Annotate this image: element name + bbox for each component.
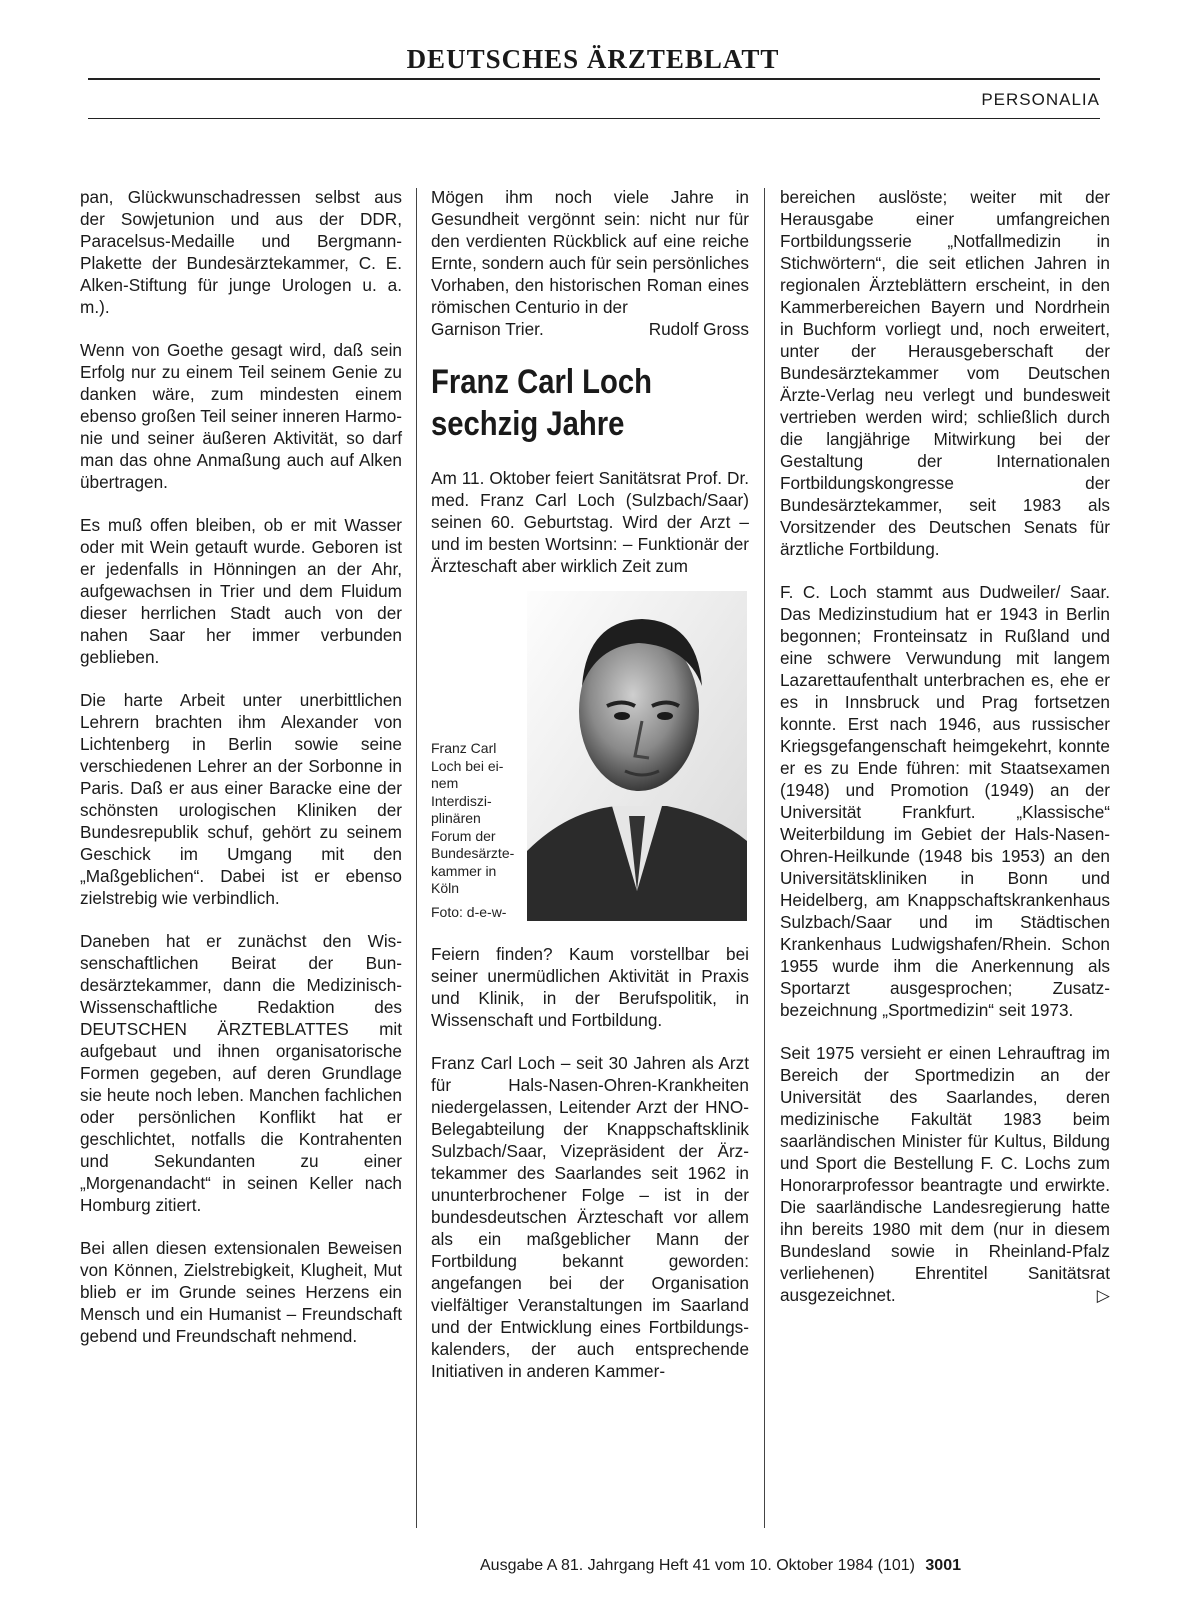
signature-line (431, 318, 749, 340)
photo-credit: Foto: d-e-w- (431, 903, 507, 920)
author-signature: Rudolf Gross (648, 319, 749, 339)
article-headline (431, 361, 704, 445)
paragraph-text: Seit 1975 versieht er einen Lehrauftrag im Bereich der Sportmedizin an der Universität des Saarlandes, deren medizinische Fakultät 1983 beim saarländischen Minister für Kultus, Bildung und Sport die Bestellung F. C. Lochs zum Honorarprofessor beantragte und erwirkte. Die saarländische Landesregierung hatte ihn bereits 1980 mit dem (nur in diesem Bundesland sowie in Rheinland-Pfalz verliehenen) Ehrentitel Sanitätsrat ausgezeichnet. (780, 1043, 1110, 1305)
column-3 (780, 186, 1110, 1327)
section-rule (88, 118, 1100, 119)
column-divider (764, 188, 765, 1528)
paragraph: Feiern finden? Kaum vorstellbar bei seiner unermüdlichen Aktivität in Praxis und Klinik, in der Berufspolitik, in Wissenschaft und Fortbildung. (431, 944, 749, 1030)
column-divider (416, 188, 417, 1528)
paragraph: F. C. Loch stammt aus Dudweiler/ Saar. Das Medizinstudium hat er 1943 in Berlin begonnen; Fronteinsatz in Rußland und eine schwere Verwundung mit langem Lazarettaufenthalt unterbrachen es, ehe er es in Innsbruck und Prag fortsetzen konnte. Erst nach 1946, aus russischer Kriegsgefangenschaft heimgekehrt, konnte er es zu Ende führen: mit Staatsexamen (1948) und Promotion (1949) an der Universität Frankfurt. „Klassische“ Weiterbildung im Gebiet der Hals-Nasen-Ohren-Heilkunde (1948 bis 1953) an den Universitätskliniken in Bonn und Heidelberg, am Knappschaftskrankenhaus Sulzbach/Saar und im Städtischen Krankenhaus Ludwigshafen/Rhein. Schon 1955 wurde ihm die Anerkennung als Sportarzt ausgesprochen; Zusatzbezeichnung „Sportmedizin“ seit 1973. (780, 582, 1110, 1020)
paragraph: Mögen ihm noch viele Jahre in Gesundheit vergönnt sein: nicht nur für den verdienten Rückblick auf eine reiche Ernte, sondern auch für sein persönliches Vorhaben, den historischen Roman eines römischen Centurio in der (431, 187, 749, 317)
paragraph: Bei allen diesen extensionalen Beweisen von Können, Zielstrebigkeit, Klugheit, Mut blieb er im Grunde seines Herzens ein Mensch und ein Humanist – Freundschaft gebend und Freundschaft nehmend. (80, 1238, 402, 1346)
figure-caption (431, 740, 517, 921)
page-number: 3001 (925, 1557, 961, 1574)
paragraph: bereichen auslöste; weiter mit der Herausgabe einer umfangreichen Fortbildungsserie „Notfallmedizin in Stichwörtern“, die seit etlichen Jahren in regionalen Ärzteblättern erscheint, in den Kammerbereichen Bayern und Nordrhein in Buchform vorliegt und, noch erweitert, unter der Herausgeberschaft der Bundesärztekammer vom Deutschen Ärzte-Verlag neu verlegt und bundesweit vertrieben werden wird; schließlich durch die langjährige Mitwirkung bei der Gestaltung der Internationalen Fortbildungskongresse der Bundesärztekammer, seit 1983 als Vorsitzender des Deutschen Senats für ärztliche Fortbildung. (780, 187, 1110, 559)
section-label: PERSONALIA (981, 90, 1100, 109)
caption-text: Franz Carl Loch bei einem Interdisziplinären Forum der Bundesärztekammer in Köln (431, 740, 515, 896)
column-2 (431, 186, 749, 1403)
masthead: DEUTSCHES ÄRZTEBLATT (406, 44, 780, 74)
paragraph: Es muß offen bleiben, ob er mit Wasser oder mit Wein getauft wurde. Geboren ist er jedenfalls in Hönningen an der Ahr, aufgewachsen in Trier und dem Fluidum dieser herrlichen Stadt auch von der nahen Saar her immer verbunden geblieben. (80, 515, 402, 667)
column-1 (80, 186, 402, 1368)
paragraph: pan, Glückwunschadressen selbst aus der Sowjetunion und aus der DDR, Paracelsus-Medaille und Bergmann-Plakette der Bundesärztekammer, C. E. Alken-Stiftung für junge Urologen u. a. m.). (80, 187, 402, 317)
paragraph: Franz Carl Loch – seit 30 Jahren als Arzt für Hals-Nasen-Ohren-Krankheiten niedergelassen, Leitender Arzt der HNO-Belegabteilung der Knappschaftsklinik Sulzbach/Saar, Vizepräsident der Ärztekammer des Saarlandes seit 1962 in ununterbrochener Folge – ist in der bundesdeutschen Ärzteschaft vor allem als ein maßgeblicher Mann der Fortbildung bekannt geworden: angefangen bei der Organisation vielfältiger Veranstaltungen im Saarland und der Entwicklung eines Fortbildungskalenders, der auch entsprechende Initiativen in anderen Kammer- (431, 1053, 749, 1381)
masthead-rule (88, 78, 1100, 80)
continue-triangle-icon: ▷ (1096, 1285, 1110, 1305)
paragraph (780, 1042, 1110, 1306)
headline-line: Franz Carl Loch (431, 363, 652, 401)
paragraph: Die harte Arbeit unter unerbittlichen Lehrern brachten ihm Alexander von Lichtenberg in Berlin sowie seine verschiedenen Lehrer an der Sorbonne in Paris. Daß er aus einer Baracke eine der schönsten urologischen Kliniken der Bundesrepublik schuf, gehört zu seinem Geschick im Umgang mit den „Maßgeblichen“. Dabei ist er ebenso zielstrebig wie verbindlich. (80, 690, 402, 908)
headline-line: sechzig Jahre (431, 405, 625, 443)
paragraph: Am 11. Oktober feiert Sanitätsrat Prof. Dr. med. Franz Carl Loch (Sulzbach/Saar) seinen 60. Geburtstag. Wird der Arzt – und im besten Wortsinn: – Funktionär der Ärzteschaft aber wirklich Zeit zum (431, 468, 749, 576)
paragraph-end: Garnison Trier. (431, 319, 544, 339)
paragraph: Wenn von Goethe gesagt wird, daß sein Erfolg nur zu einem Teil seinem Genie zu danken wäre, zum mindesten einem ebenso großen Teil seiner inneren Harmonie und seiner äußeren Aktivität, so darf man das ohne Anmaßung auch auf Alken übertragen. (80, 340, 402, 492)
portrait-photo (527, 591, 747, 921)
paragraph: Daneben hat er zunächst den Wissenschaftlichen Beirat der Bundesärztekammer, dann die Medizinisch-Wissenschaftliche Redaktion des DEUTSCHEN ÄRZTEBLATTES mit aufgebaut und ihnen organisatorische Formen gegeben, auf deren Grundlage sie heute noch leben. Manchen fachlichen oder persönlichen Konflikt hat er geschlichtet, notfalls die Kontrahenten und Sekundanten zu einer „Morgenandacht“ in seinen Keller nach Homburg zitiert. (80, 931, 402, 1215)
issue-info: Ausgabe A 81. Jahrgang Heft 41 vom 10. Oktober 1984 (101) (480, 1557, 915, 1574)
page-footer (480, 1557, 961, 1575)
portrait-figure (431, 591, 749, 921)
